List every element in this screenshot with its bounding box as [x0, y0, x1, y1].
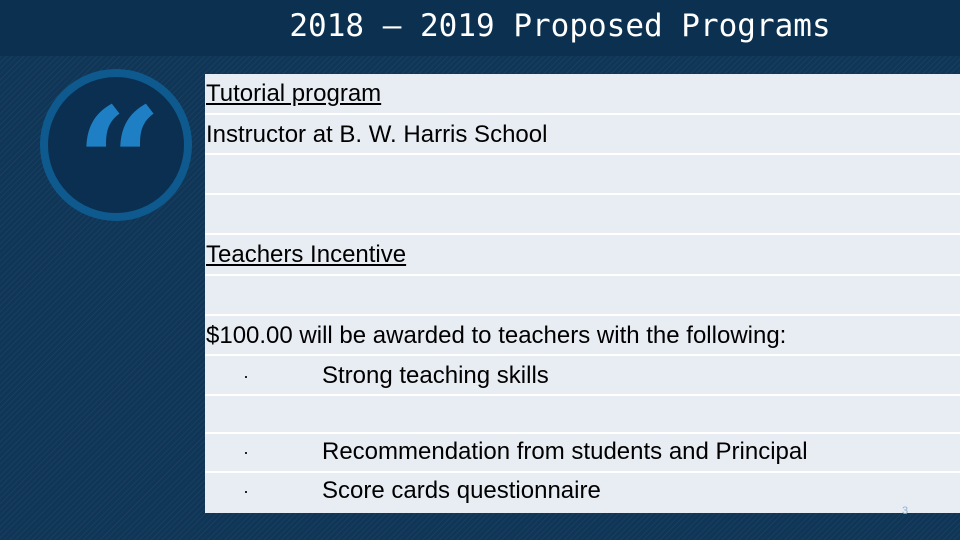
criterion-text: Strong teaching skills — [322, 362, 549, 389]
criterion-text: Recommendation from students and Principal — [322, 438, 808, 465]
slide-title: 2018 – 2019 Proposed Programs — [289, 8, 831, 44]
table-row — [205, 316, 960, 356]
teachers-incentive-heading: Teachers Incentive — [206, 241, 407, 268]
list-item — [205, 434, 960, 473]
table-row-empty — [205, 195, 960, 235]
list-item — [205, 473, 960, 513]
bullet-icon: · — [243, 481, 249, 501]
table-row-empty — [205, 396, 960, 434]
table-row-empty — [205, 276, 960, 316]
bullet-icon: · — [243, 442, 249, 462]
quotation-mark-icon: “ — [76, 75, 163, 251]
award-description: $100.00 will be awarded to teachers with the following: — [206, 322, 787, 349]
list-item — [205, 356, 960, 396]
bullet-icon: · — [243, 366, 249, 386]
content-table — [205, 74, 960, 513]
table-row — [205, 115, 960, 155]
table-row-empty — [205, 155, 960, 195]
table-row — [205, 235, 960, 276]
criterion-text: Score cards questionnaire — [322, 477, 601, 504]
tutorial-program-detail: Instructor at B. W. Harris School — [206, 121, 548, 148]
tutorial-program-heading: Tutorial program — [206, 80, 382, 107]
page-number: 3 — [902, 505, 909, 517]
table-row — [205, 74, 960, 115]
